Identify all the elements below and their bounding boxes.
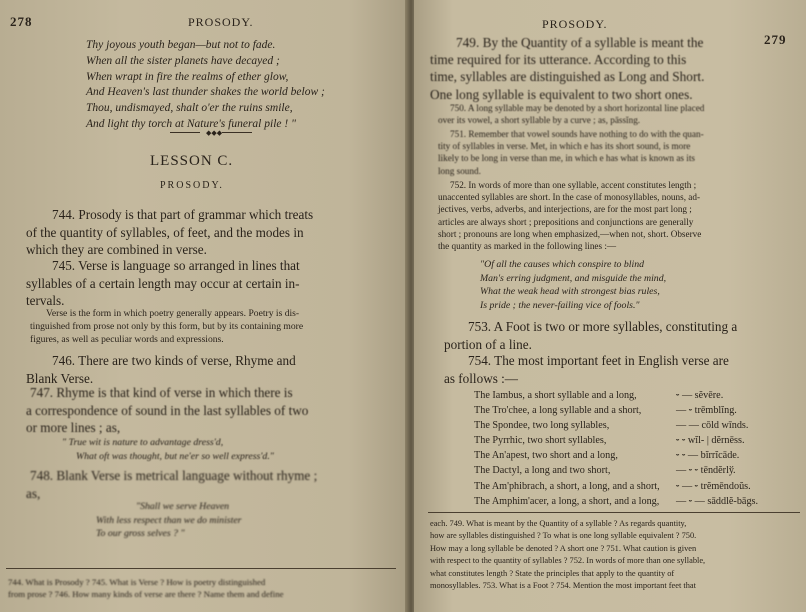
left-page-header xyxy=(10,14,254,30)
right-page: PROSODY. 279 749. By the Quantity of a syllable is meant the time required for its utterance. According to this time, syllables are distinguished as Long and Short. One long syllable is equivalent to two short ones. 750. A long syllable may be denoted by a short horizontal line placed over its vowel, a short syllable by a curve ; as, pāssĭng. 751. Remember that vowel sounds have nothing to do with the quan- tity of syllables in verse. Met, in which e has its short sound, is more likely to be long in verse than me, in which e has what is known as its long sound. 752. In words of more than one syllable, accent constitutes length ; unaccented syllables are short. In the case of monosyllables, nouns, ad- jectives, verbs, adverbs, and interjections, are for the most part long ; articles are always short ; prepositions and conjunctions are generally short ; pronouns are long when emphasized,—when not, short. Observe the quantity as marked in the following lines :— "Of all the causes which conspire to blind Man's erring judgment, and misguide the mind, What the weak head with strongest bias rules, Is pride ; the never-failing vice of fools." 753. A Foot is two or more syllables, constituting a portion of a line. 754. The most important feet in English verse are as follows :— The Iambus, a short syllable and a long, ⏑ — sĕvēre. The Tro'chee, a long syllable and a short, — ⏑ trēmblĭng. The Spondee, two long syllables, — — cōld wīnds. The Pyrrhic, two short syllables, ⏑ ⏑ wĭl- | dĕrnēss. The An'apest, two short and a long, ⏑ ⏑ — bĭrrĭcāde. The Dactyl, a long and two short, — ⏑ ⏑ tēndĕrlў. The Am'phibrach, a short, a long, and a short, ⏑ — ⏑ trĕmēndoŭs. The Amphim'acer, a long, a short, and a long, — ⏑ — sāddlĕ-bāgs. each. 749. What is meant by the Quantity of a syllable ? As regards quantity, how are syllables distinguished ? To what is one long syllable equivalent ? 750. How may a long syllable be denoted ? A short one ? 751. What caution is given with respect to the quantity of syllables ? 752. In words of more than one syllable, what constitutes length ? State the principles that apply to the quantity of monosyllables. 753. What is a Foot ? 754. Mention the most important feet that xyxy=(414,0,806,612)
poem-line: Thou, undismayed, shalt o'er the ruins smile, xyxy=(86,102,293,115)
poem-excerpt xyxy=(86,38,325,133)
poem-line: When wrapt in fire the realms of ether glow, xyxy=(86,70,289,83)
paragraph-754: 754. The most important feet in English verse are as follows :— xyxy=(444,353,729,386)
paragraph-752: 752. In words of more than one syllable, accent constitutes length ; unaccented syllables are short. In the case of monosyllables, nouns, ad- jectives, verbs, adverbs, and interjections, are for the most part long ; articles are always short ; prepositions and conjunctions are generally short ; pronouns are long when emphasized,—when not, short. Observe the quantity as marked in the following lines :— xyxy=(438,180,702,252)
poem-line: And Heaven's last thunder shakes the world below ; xyxy=(86,86,325,99)
right-page-number: 279 xyxy=(764,32,787,47)
right-footnote: each. 749. What is meant by the Quantity of a syllable ? As regards quantity, how are syllables distinguished ? To what is one long syllable equivalent ? 750. How may a long syllable be denoted ? A short one ? 751. What caution is given with respect to the quantity of syllables ? 752. In words of more than one syllable, what constitutes length ? State the principles that apply to the quantity of monosyllables. 753. What is a Foot ? 754. Mention the most important feet that xyxy=(430,519,706,591)
paragraph-750: 750. A long syllable may be denoted by a short horizontal line placed over its vowel, a short syllable by a curve ; as, pāssĭng. xyxy=(438,103,705,126)
paragraph-753: 753. A Foot is two or more syllables, constituting a portion of a line. xyxy=(444,319,738,352)
section-ornament: ◆◆◆ xyxy=(170,131,250,135)
paragraph-748: 748. Blank Verse is metrical language without rhyme ; as, xyxy=(26,468,318,501)
footnote-rule xyxy=(6,568,396,569)
paragraph-747: 747. Rhyme is that kind of verse in which there is a correspondence of sound in the last syllables of two or more lines ; as, xyxy=(26,385,309,435)
paragraph-745: 745. Verse is language so arranged in lines that syllables of a certain length may occur at certain in- tervals. xyxy=(26,258,300,308)
lesson-title: LESSON C. xyxy=(150,153,234,169)
left-running-head: PROSODY. xyxy=(188,15,254,29)
paragraph-751: 751. Remember that vowel sounds have nothing to do with the quan- tity of syllables in verse. Met, in which e has its short sound, is more likely to be long in verse than me, in which e has what is known as its long sound. xyxy=(438,129,704,176)
poem-line: And light thy torch at Nature's funeral pile ! " xyxy=(86,117,296,130)
paragraph-744: 744. Prosody is that part of grammar which treats of the quantity of syllables, of feet, and the modes in which they are combined in verse. xyxy=(26,207,314,257)
poem-line: When all the sister planets have decayed ; xyxy=(86,54,280,67)
quote-752: "Of all the causes which conspire to blind Man's erring judgment, and misguide the mind, What the weak head with strongest bias rules, Is pride ; the never-failing vice of fools." xyxy=(480,259,667,311)
paragraph-749: 749. By the Quantity of a syllable is meant the time required for its utterance. According to this time, syllables are distinguished as Long and Short. One long syllable is equivalent to two short ones. xyxy=(430,35,705,102)
lesson-subtitle: PROSODY. xyxy=(160,180,224,191)
quote-747: " True wit is nature to advantage dress'd, What oft was thought, but ne'er so well express'd." xyxy=(62,437,274,462)
note-745: Verse is the form in which poetry generally appears. Poetry is dis- tinguished from prose not only by this form, but by its containing more figures, as well as peculiar words and expressions. xyxy=(30,308,304,345)
paragraph-746: 746. There are two kinds of verse, Rhyme and Blank Verse. xyxy=(26,353,296,386)
right-running-head: PROSODY. xyxy=(542,17,608,31)
footnote-rule xyxy=(428,512,800,513)
poem-line: Thy joyous youth began—but not to fade. xyxy=(86,39,276,51)
quote-748: "Shall we serve Heaven With less respect than we do minister To our gross selves ? " xyxy=(96,501,242,539)
left-page-number: 278 xyxy=(10,14,33,29)
left-footnote: 744. What is Prosody ? 745. What is Verse ? How is poetry distinguished from prose ? 746. How many kinds of verse are there ? Name them and define xyxy=(8,577,284,599)
